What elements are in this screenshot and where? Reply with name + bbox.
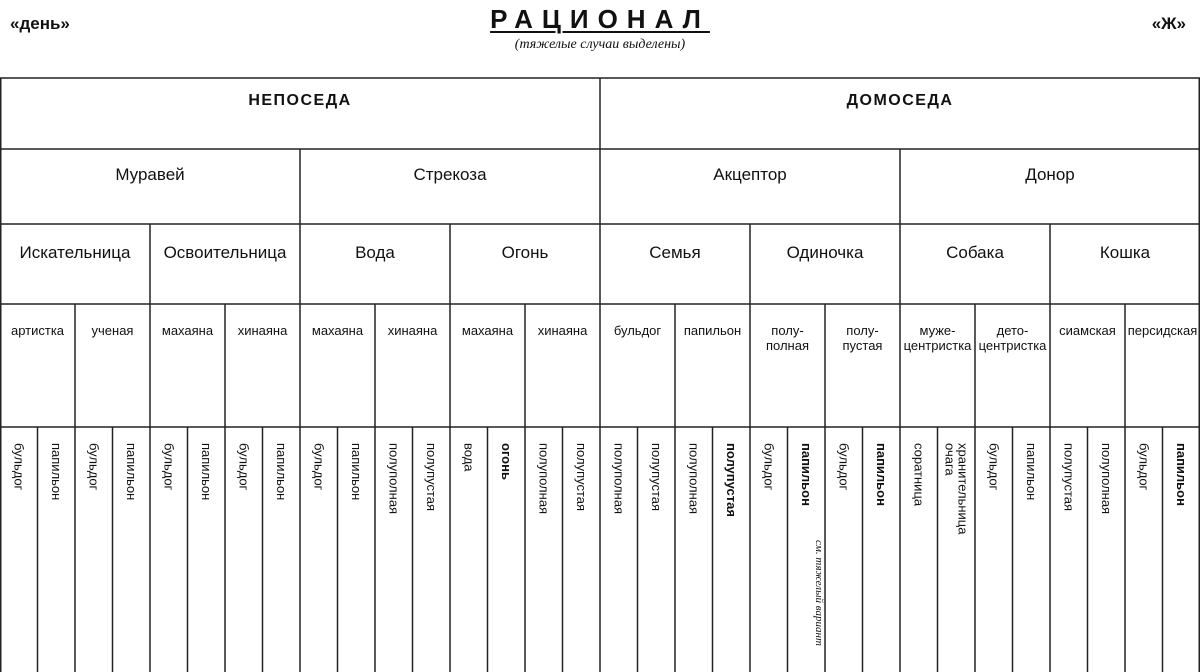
leaf-cell [713,427,751,672]
header-cell-level3 [150,224,300,304]
leaf-cell-text: огонь [498,443,514,480]
leaf-cell [1163,427,1200,672]
leaf-cell [338,427,376,672]
page-title-text: РАЦИОНАЛ [490,4,710,34]
header-cell-text: папильон [683,323,742,338]
leaf-cell-text: полуполная [1098,443,1114,515]
header-cell-text: сиамская [1059,323,1116,338]
leaf-cell [900,427,938,672]
leaf-cell-text: папильон [48,443,64,501]
header-cell-text: бульдог [613,323,662,338]
corner-label-right: «Ж» [1151,14,1186,33]
leaf-cell [263,427,301,672]
leaf-cell-text: папильон [1173,443,1189,506]
leaf-cell [563,427,601,672]
leaf-cell-text: полупустая [1061,443,1077,512]
leaf-cell-text: папильон [348,443,364,501]
leaf-cell-text: бульдог [11,443,27,491]
leaf-cell-text: полуполная [686,443,702,515]
header-cell-level4 [825,304,900,427]
leaf-cell-text: бульдог [311,443,327,491]
header-cell-level4 [900,304,975,427]
header-cell-level4 [1050,304,1125,427]
header-cell-level4 [150,304,225,427]
leaf-cell-text: полуполная [536,443,552,515]
header-cell-level4 [525,304,600,427]
header-cell-level3 [450,224,600,304]
leaf-cell-text: бульдог [761,443,777,491]
header-cell-text: Искательница [19,243,131,262]
header-cell-text: НЕПОСЕДА [248,92,352,109]
leaf-cell [1050,427,1088,672]
header-cell-text: персидская [1127,323,1198,338]
header-cell-text: ДОМОСЕДА [846,92,954,109]
leaf-cell [75,427,113,672]
leaf-cell [750,427,788,672]
header-cell-text: махаяна [461,323,514,338]
header-cell-level4 [600,304,675,427]
header-cell-text: полу- пустая [842,323,883,353]
leaf-cell [488,427,526,672]
header-cell-text: Собака [946,243,1004,262]
header-cell-text: муже- центристка [903,323,972,353]
leaf-cell-text: папильон [198,443,214,501]
page-title [0,4,1200,35]
header-cell-text: Донор [1025,165,1075,184]
leaf-cell [113,427,151,672]
header-cell-text: Вода [355,243,395,262]
leaf-cell-text: папильон [1023,443,1039,501]
header-cell-level4 [675,304,750,427]
header-cell-level4 [75,304,150,427]
leaf-cell-text: бульдог [161,443,177,491]
leaf-cell [600,427,638,672]
corner-label-left: «день» [10,14,70,33]
header-cell-level3 [750,224,900,304]
header-cell-level4 [375,304,450,427]
header-cell-text: Одиночка [786,243,864,262]
leaf-cell [225,427,263,672]
leaf-cell [638,427,676,672]
leaf-cell [375,427,413,672]
header-cell-text: дето- центристка [978,323,1047,353]
header-cell-text: артистка [10,323,65,338]
header-cell-text: хинаяна [237,323,288,338]
header-cell-level4 [1125,304,1200,427]
leaf-cell-text: папильон [798,443,814,506]
header-cell-level1 [600,78,1200,149]
leaf-cell-text: полупустая [723,443,739,517]
leaf-cell-text: вода [461,443,477,472]
header-cell-text: махаяна [311,323,364,338]
header-cell-text: Стрекоза [413,165,487,184]
header-cell-level4 [225,304,300,427]
leaf-cell [863,427,901,672]
leaf-cell-text: папильон [123,443,139,501]
header-cell-level4 [300,304,375,427]
header-cell-level3 [0,224,150,304]
leaf-cell-text: полупустая [648,443,664,512]
leaf-cell [413,427,451,672]
header-cell-level3 [1050,224,1200,304]
header-cell-level2 [0,149,300,224]
header-cell-level2 [600,149,900,224]
leaf-cell [675,427,713,672]
header-cell-level3 [300,224,450,304]
header-cell-text: Семья [649,243,701,262]
header-cell-text: хинаяна [537,323,588,338]
header-cell-text: Огонь [501,243,549,262]
header-cell-level4 [975,304,1050,427]
leaf-cell-text: хранительница очага [942,443,971,535]
header-cell-text: Освоительница [163,243,287,262]
header-cell-text: хинаяна [387,323,438,338]
header-cell-level4 [750,304,825,427]
header-cell-level3 [600,224,750,304]
page-subtitle: (тяжелые случаи выделены) [514,37,686,52]
leaf-cell [38,427,76,672]
leaf-cell [1088,427,1126,672]
leaf-cell [1125,427,1163,672]
header-cell-level4 [450,304,525,427]
header-cell-level1 [0,78,600,149]
leaf-cell-text: полупустая [423,443,439,512]
leaf-cell-text: бульдог [986,443,1002,491]
leaf-cell-text: папильон [273,443,289,501]
header-cell-text: махаяна [161,323,214,338]
leaf-cell-text: соратница [911,443,927,507]
header-cell-text: Кошка [1099,243,1151,262]
header-cell-text: ученая [91,323,134,338]
note-heavy-variant [800,540,838,672]
leaf-cell [975,427,1013,672]
leaf-cell [1013,427,1051,672]
leaf-cell-text: бульдог [236,443,252,491]
leaf-cell-text: бульдог [1136,443,1152,491]
leaf-cell [938,427,976,672]
header-cell-level2 [900,149,1200,224]
leaf-cell-text: бульдог [836,443,852,491]
leaf-cell [0,427,38,672]
leaf-cell-text: полуполная [386,443,402,515]
header-cell-level2 [300,149,600,224]
leaf-cell-text: полуполная [611,443,627,515]
leaf-cell [450,427,488,672]
leaf-cell-text: полупустая [573,443,589,512]
leaf-cell [188,427,226,672]
leaf-cell-text: папильон [873,443,889,506]
leaf-cell [300,427,338,672]
leaf-cell [150,427,188,672]
header-cell-level4 [0,304,75,427]
header-cell-text: Муравей [115,165,185,184]
header-cell-level3 [900,224,1050,304]
header-cell-text: Акцептор [713,165,787,184]
note-text: см. тяжелый вариант [813,540,825,646]
leaf-cell [525,427,563,672]
header-cell-text: полу- полная [765,323,810,353]
leaf-cell-text: бульдог [86,443,102,491]
